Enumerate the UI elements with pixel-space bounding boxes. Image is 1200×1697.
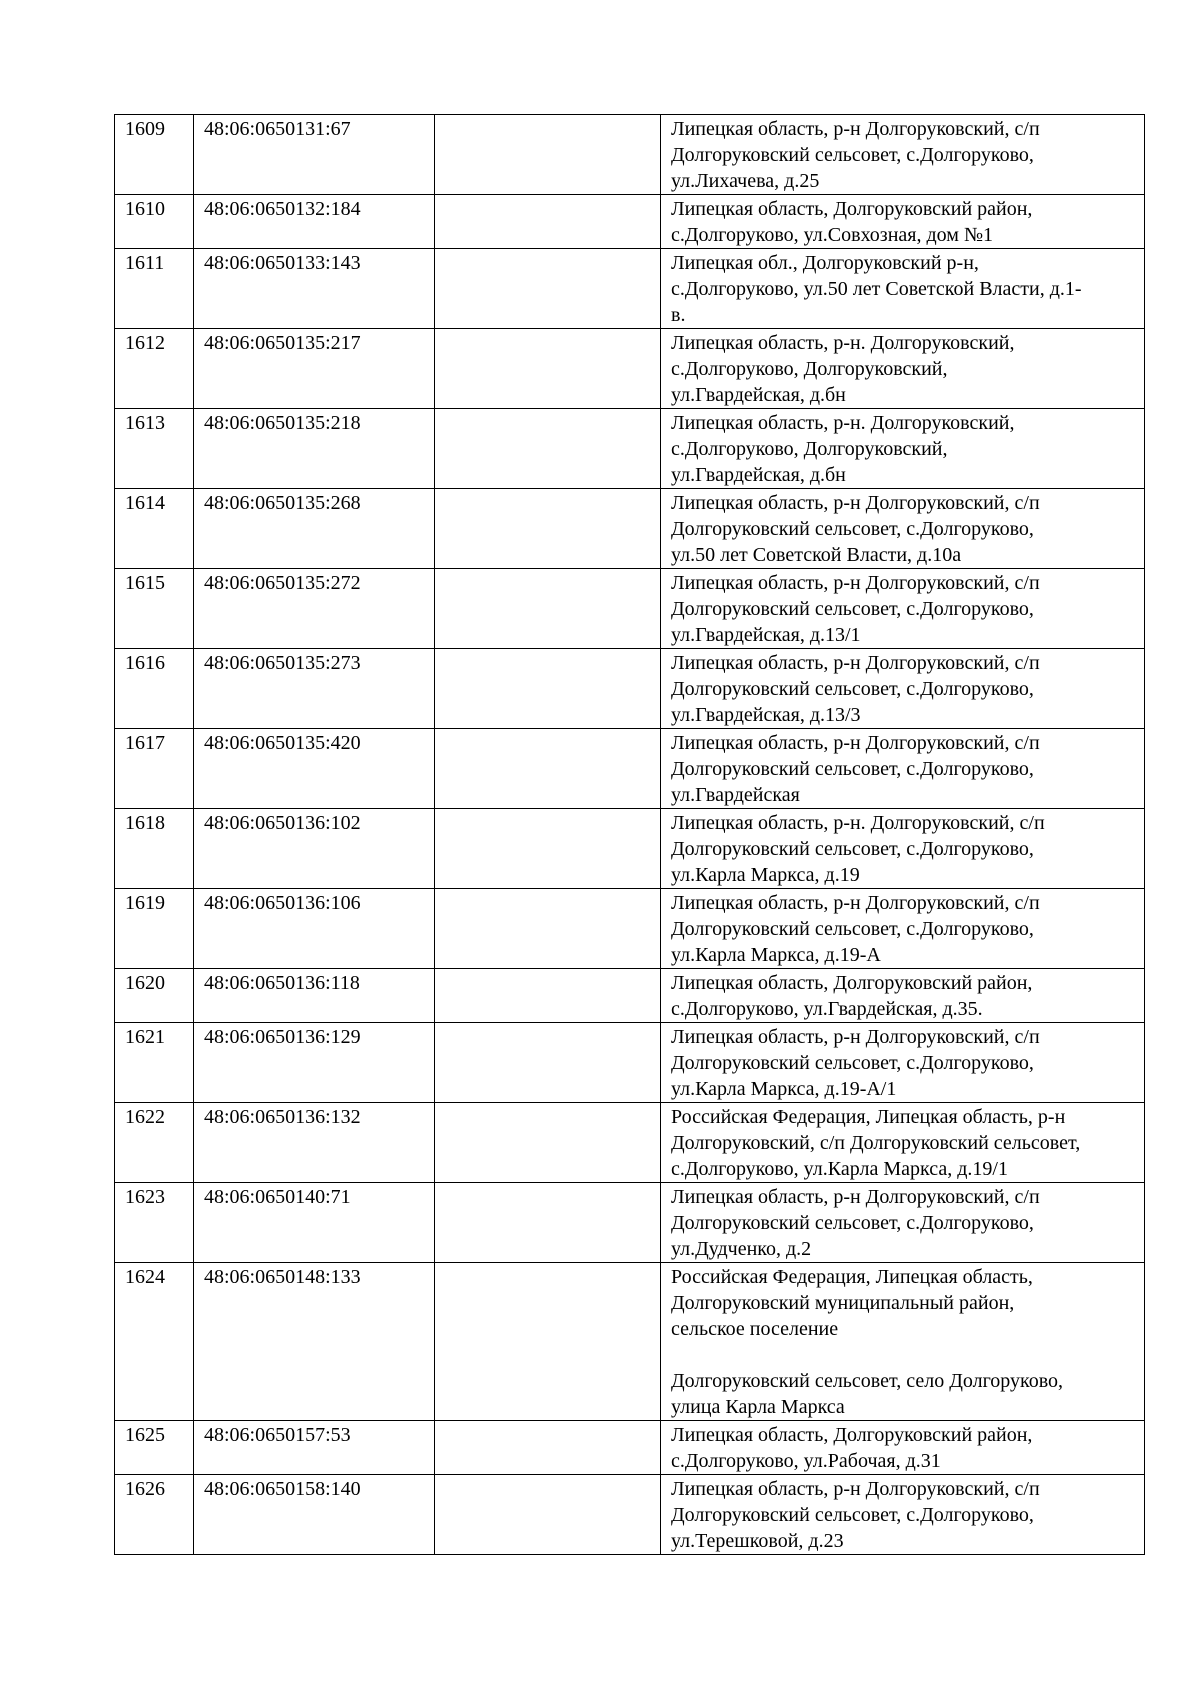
address-cell: Липецкая область, р-н. Долгоруковский, с/п Долгоруковский сельсовет, с.Долгоруково, ул.Карла Маркса, д.19 (661, 809, 1145, 889)
address-cell: Липецкая область, р-н Долгоруковский, с/п Долгоруковский сельсовет, с.Долгоруково, ул.Гвардейская, д.13/3 (661, 649, 1145, 729)
registry-table-body (115, 115, 1145, 1555)
blank-cell (435, 1475, 661, 1555)
cadastral-number-cell: 48:06:0650135:273 (194, 649, 435, 729)
blank-cell (435, 489, 661, 569)
row-number-cell: 1618 (115, 809, 194, 889)
address-cell: Российская Федерация, Липецкая область, Долгоруковский муниципальный район, сельское поселение Долгоруковский сельсовет, село Долгоруково, улица Карла Маркса (661, 1263, 1145, 1421)
table-row (115, 649, 1145, 729)
address-cell: Липецкая область, р-н Долгоруковский, с/п Долгоруковский сельсовет, с.Долгоруково, ул.Лихачева, д.25 (661, 115, 1145, 195)
blank-cell (435, 1421, 661, 1475)
address-cell: Липецкая область, Долгоруковский район, с.Долгоруково, ул.Рабочая, д.31 (661, 1421, 1145, 1475)
table-row (115, 969, 1145, 1023)
row-number-cell: 1625 (115, 1421, 194, 1475)
cadastral-number-cell: 48:06:0650136:102 (194, 809, 435, 889)
row-number-cell: 1611 (115, 249, 194, 329)
cadastral-number-cell: 48:06:0650136:132 (194, 1103, 435, 1183)
blank-cell (435, 729, 661, 809)
cadastral-number-cell: 48:06:0650136:118 (194, 969, 435, 1023)
address-cell: Липецкая область, р-н Долгоруковский, с/п Долгоруковский сельсовет, с.Долгоруково, ул.Карла Маркса, д.19-А/1 (661, 1023, 1145, 1103)
table-row (115, 409, 1145, 489)
blank-cell (435, 1263, 661, 1421)
row-number-cell: 1624 (115, 1263, 194, 1421)
cadastral-number-cell: 48:06:0650135:218 (194, 409, 435, 489)
row-number-cell: 1621 (115, 1023, 194, 1103)
table-row (115, 1103, 1145, 1183)
cadastral-number-cell: 48:06:0650132:184 (194, 195, 435, 249)
row-number-cell: 1623 (115, 1183, 194, 1263)
cadastral-number-cell: 48:06:0650135:420 (194, 729, 435, 809)
address-cell: Липецкая область, р-н Долгоруковский, с/п Долгоруковский сельсовет, с.Долгоруково, ул.Гвардейская (661, 729, 1145, 809)
table-row (115, 195, 1145, 249)
address-cell: Липецкая обл., Долгоруковский р-н, с.Долгоруково, ул.50 лет Советской Власти, д.1- в. (661, 249, 1145, 329)
address-cell: Липецкая область, р-н Долгоруковский, с/п Долгоруковский сельсовет, с.Долгоруково, ул.Карла Маркса, д.19-А (661, 889, 1145, 969)
address-cell: Липецкая область, р-н Долгоруковский, с/п Долгоруковский сельсовет, с.Долгоруково, ул.Дудченко, д.2 (661, 1183, 1145, 1263)
blank-cell (435, 889, 661, 969)
address-cell: Липецкая область, Долгоруковский район, с.Долгоруково, ул.Гвардейская, д.35. (661, 969, 1145, 1023)
blank-cell (435, 409, 661, 489)
table-row (115, 329, 1145, 409)
table-row (115, 1421, 1145, 1475)
address-cell: Липецкая область, р-н Долгоруковский, с/п Долгоруковский сельсовет, с.Долгоруково, ул.50 лет Советской Власти, д.10а (661, 489, 1145, 569)
row-number-cell: 1613 (115, 409, 194, 489)
address-cell: Липецкая область, р-н. Долгоруковский, с.Долгоруково, Долгоруковский, ул.Гвардейская, д.бн (661, 409, 1145, 489)
row-number-cell: 1622 (115, 1103, 194, 1183)
cadastral-number-cell: 48:06:0650135:272 (194, 569, 435, 649)
blank-cell (435, 809, 661, 889)
table-row (115, 1475, 1145, 1555)
row-number-cell: 1609 (115, 115, 194, 195)
table-row (115, 1263, 1145, 1421)
row-number-cell: 1615 (115, 569, 194, 649)
blank-cell (435, 115, 661, 195)
blank-cell (435, 969, 661, 1023)
cadastral-number-cell: 48:06:0650157:53 (194, 1421, 435, 1475)
address-cell: Липецкая область, р-н. Долгоруковский, с.Долгоруково, Долгоруковский, ул.Гвардейская, д.бн (661, 329, 1145, 409)
table-row (115, 889, 1145, 969)
blank-cell (435, 1183, 661, 1263)
cadastral-number-cell: 48:06:0650158:140 (194, 1475, 435, 1555)
cadastral-number-cell: 48:06:0650136:106 (194, 889, 435, 969)
row-number-cell: 1614 (115, 489, 194, 569)
row-number-cell: 1620 (115, 969, 194, 1023)
row-number-cell: 1610 (115, 195, 194, 249)
blank-cell (435, 195, 661, 249)
blank-cell (435, 1103, 661, 1183)
table-row (115, 489, 1145, 569)
address-cell: Липецкая область, р-н Долгоруковский, с/п Долгоруковский сельсовет, с.Долгоруково, ул.Терешковой, д.23 (661, 1475, 1145, 1555)
address-cell: Российская Федерация, Липецкая область, р-н Долгоруковский, с/п Долгоруковский сельсовет, с.Долгоруково, ул.Карла Маркса, д.19/1 (661, 1103, 1145, 1183)
cadastral-number-cell: 48:06:0650135:268 (194, 489, 435, 569)
table-row (115, 1023, 1145, 1103)
blank-cell (435, 329, 661, 409)
row-number-cell: 1616 (115, 649, 194, 729)
address-cell: Липецкая область, р-н Долгоруковский, с/п Долгоруковский сельсовет, с.Долгоруково, ул.Гвардейская, д.13/1 (661, 569, 1145, 649)
table-row (115, 569, 1145, 649)
blank-cell (435, 1023, 661, 1103)
blank-cell (435, 649, 661, 729)
table-row (115, 249, 1145, 329)
row-number-cell: 1617 (115, 729, 194, 809)
table-row (115, 1183, 1145, 1263)
cadastral-number-cell: 48:06:0650133:143 (194, 249, 435, 329)
blank-cell (435, 569, 661, 649)
cadastral-number-cell: 48:06:0650148:133 (194, 1263, 435, 1421)
address-cell: Липецкая область, Долгоруковский район, с.Долгоруково, ул.Совхозная, дом №1 (661, 195, 1145, 249)
table-row (115, 729, 1145, 809)
blank-cell (435, 249, 661, 329)
cadastral-number-cell: 48:06:0650140:71 (194, 1183, 435, 1263)
cadastral-number-cell: 48:06:0650136:129 (194, 1023, 435, 1103)
row-number-cell: 1619 (115, 889, 194, 969)
cadastral-number-cell: 48:06:0650131:67 (194, 115, 435, 195)
row-number-cell: 1612 (115, 329, 194, 409)
cadastral-number-cell: 48:06:0650135:217 (194, 329, 435, 409)
cadastral-registry-table (114, 114, 1145, 1555)
table-row (115, 115, 1145, 195)
table-row (115, 809, 1145, 889)
row-number-cell: 1626 (115, 1475, 194, 1555)
